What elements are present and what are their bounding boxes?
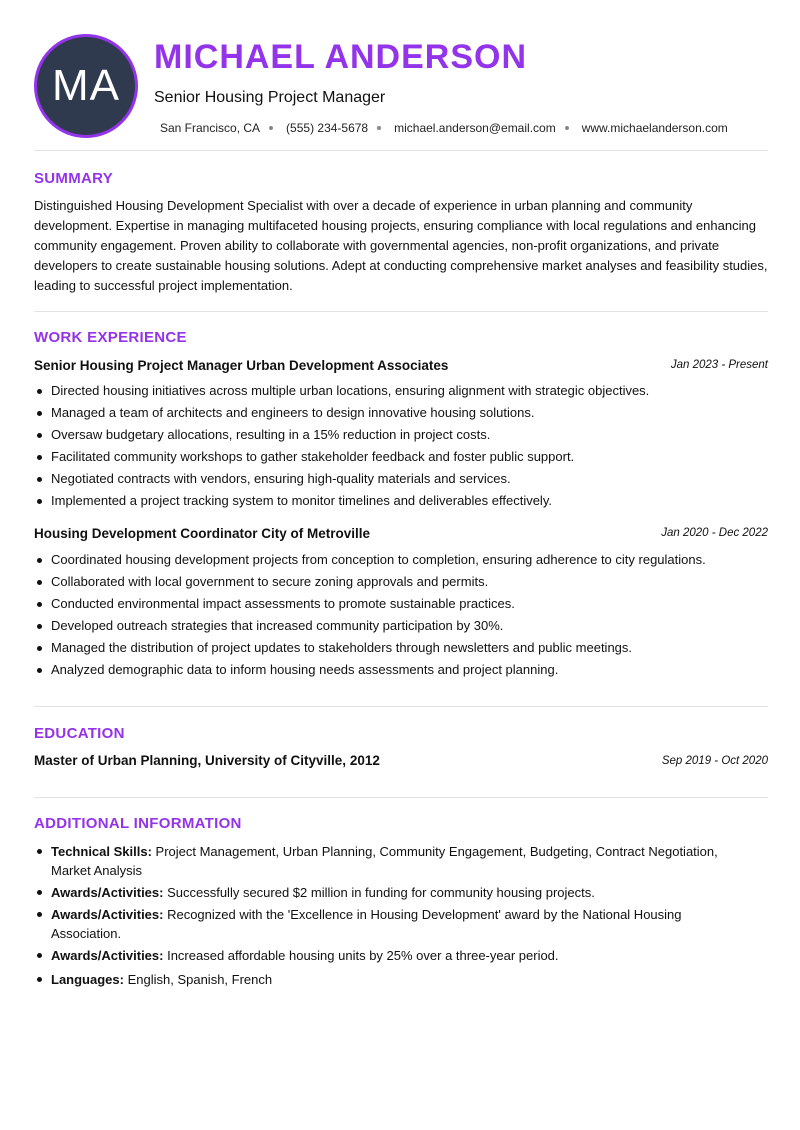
list-item: Developed outreach strategies that increased community participation by 30%. [34, 615, 768, 637]
list-item: Coordinated housing development projects from conception to completion, ensuring adherence to city regulations. [34, 549, 768, 571]
contact-location: San Francisco, CA [160, 121, 261, 135]
separator-dot [377, 126, 381, 130]
job-bullets [34, 549, 768, 681]
list-item [34, 946, 734, 965]
list-item: Directed housing initiatives across multiple urban locations, ensuring alignment with strategic objectives. [34, 380, 768, 402]
info-label: Technical Skills: [51, 844, 152, 859]
job-role: Housing Development Coordinator City of Metroville [34, 526, 371, 541]
contact-phone: (555) 234-5678 [286, 121, 369, 135]
contact-line [160, 121, 728, 135]
additional-info-heading: ADDITIONAL INFORMATION [34, 815, 242, 832]
separator-dot [269, 126, 273, 130]
additional-info-list [34, 842, 734, 992]
section-divider [34, 706, 768, 707]
contact-website[interactable]: www.michaelanderson.com [581, 121, 728, 135]
info-label: Languages: [51, 972, 124, 987]
info-text: English, Spanish, French [123, 972, 273, 987]
list-item: Oversaw budgetary allocations, resulting in a 15% reduction in project costs. [34, 424, 768, 446]
info-text: Successfully secured $2 million in funding for community housing projects. [163, 885, 595, 900]
job-bullets [34, 380, 768, 512]
list-item: Negotiated contracts with vendors, ensuring high-quality materials and services. [34, 468, 768, 490]
list-item: Analyzed demographic data to inform housing needs assessments and project planning. [34, 659, 768, 681]
separator-dot [565, 126, 569, 130]
avatar-initials: MA [52, 61, 120, 110]
contact-email[interactable]: michael.anderson@email.com [394, 121, 556, 135]
education-degree: Master of Urban Planning, University of Cityville, 2012 [34, 753, 380, 768]
section-divider [34, 150, 768, 151]
info-label: Awards/Activities: [51, 907, 164, 922]
section-divider [34, 311, 768, 312]
job-dates: Jan 2023 - Present [670, 359, 768, 371]
info-label: Awards/Activities: [51, 885, 164, 900]
resume-header [34, 34, 768, 138]
list-item [34, 883, 734, 902]
job-role: Senior Housing Project Manager Urban Development Associates [34, 358, 449, 373]
list-item: Facilitated community workshops to gather stakeholder feedback and foster public support. [34, 446, 768, 468]
job-dates: Jan 2020 - Dec 2022 [661, 527, 768, 539]
education-entry [34, 753, 768, 773]
info-text: Increased affordable housing units by 25% over a three-year period. [163, 948, 559, 963]
candidate-name: MICHAEL ANDERSON [154, 38, 528, 76]
info-text: Project Management, Urban Planning, Community Engagement, Budgeting, Contract Negotiation, Market Analysis [51, 844, 718, 878]
candidate-title: Senior Housing Project Manager [154, 89, 386, 106]
list-item [34, 905, 734, 943]
list-item [34, 842, 734, 880]
list-item: Managed the distribution of project updates to stakeholders through newsletters and public meetings. [34, 637, 768, 659]
list-item [34, 970, 734, 989]
summary-heading: SUMMARY [34, 170, 114, 187]
list-item: Implemented a project tracking system to monitor timelines and deliverables effectively. [34, 490, 768, 512]
section-divider [34, 797, 768, 798]
info-text: Recognized with the 'Excellence in Housing Development' award by the National Housing Association. [51, 907, 682, 941]
info-label: Awards/Activities: [51, 948, 164, 963]
list-item: Conducted environmental impact assessments to promote sustainable practices. [34, 593, 768, 615]
education-dates: Sep 2019 - Oct 2020 [661, 755, 768, 767]
job-header [34, 358, 768, 378]
summary-text: Distinguished Housing Development Specialist with over a decade of experience in urban planning and community development. Expertise in managing multifaceted housing projects, ensuring compliance with local regulations and enhancing community engagement. Proven ability to collaborate with governmental agencies, non-profit organizations, and private developers to create sustainable housing solutions. Adept at conducting comprehensive market analyses and feasibility studies, leading to successful project implementation. [34, 198, 768, 293]
work-experience-heading: WORK EXPERIENCE [34, 329, 187, 346]
avatar [34, 34, 138, 138]
list-item: Managed a team of architects and engineers to design innovative housing solutions. [34, 402, 768, 424]
list-item: Collaborated with local government to secure zoning approvals and permits. [34, 571, 768, 593]
education-heading: EDUCATION [34, 725, 125, 742]
job-header [34, 526, 768, 546]
